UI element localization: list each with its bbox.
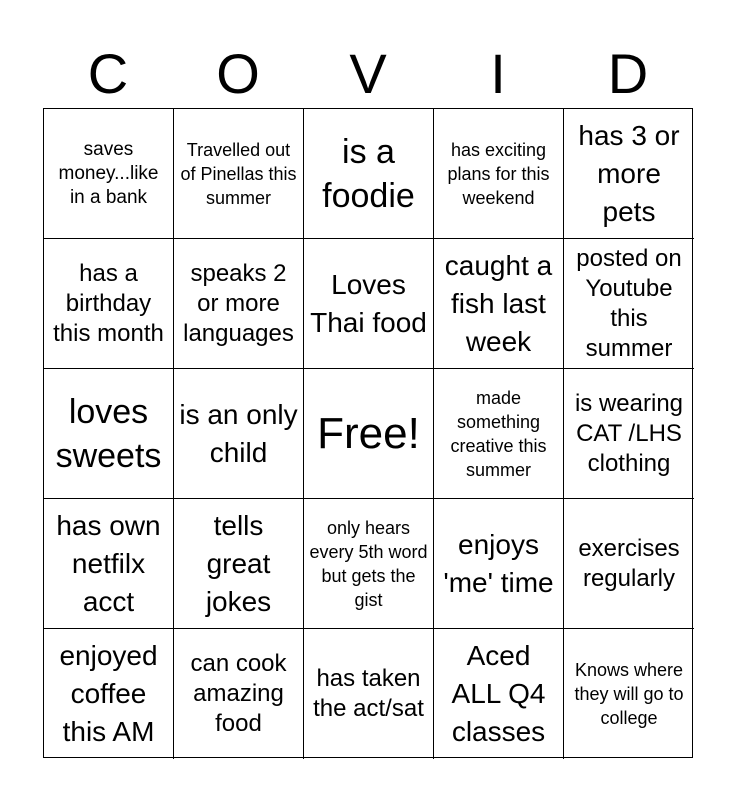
- free-space[interactable]: [304, 369, 434, 499]
- cell-text: exercises regularly: [578, 534, 680, 592]
- cell-text: made something creative this summer: [450, 387, 547, 480]
- cell-text: saves money...like in a bank: [58, 138, 159, 208]
- cell-text: Loves Thai food: [310, 268, 427, 338]
- cell-text: posted on Youtube this summer: [576, 244, 682, 362]
- cell-text: only hears every 5th word but gets the gist: [309, 517, 428, 610]
- cell-text: loves sweets: [55, 392, 162, 475]
- cell-text: is wearing CAT /LHS clothing: [574, 389, 684, 477]
- bingo-cell[interactable]: [44, 499, 174, 629]
- header-letter-v: V: [349, 42, 387, 105]
- bingo-cell[interactable]: [174, 499, 304, 629]
- cell-text: speaks 2 or more languages: [183, 259, 294, 347]
- cell-text: caught a fish last week: [444, 249, 553, 357]
- cell-text: enjoyed coffee this AM: [59, 640, 158, 747]
- bingo-cell[interactable]: [174, 109, 304, 239]
- bingo-cell[interactable]: [434, 369, 564, 499]
- cell-text: Knows where they will go to college: [574, 660, 684, 728]
- bingo-cell[interactable]: [304, 629, 434, 759]
- cell-text: is a foodie: [322, 132, 415, 215]
- cell-text: Travelled out of Pinellas this summer: [180, 139, 297, 208]
- header-letter-o: O: [216, 42, 260, 105]
- bingo-cell[interactable]: [174, 369, 304, 499]
- cell-text: is an only child: [179, 398, 298, 468]
- bingo-cell[interactable]: [434, 239, 564, 369]
- cell-text: has taken the act/sat: [313, 665, 424, 722]
- bingo-cell[interactable]: [304, 239, 434, 369]
- bingo-cell[interactable]: [564, 239, 694, 369]
- bingo-cell[interactable]: [174, 629, 304, 759]
- cell-text: can cook amazing food: [190, 650, 287, 737]
- bingo-cell[interactable]: [564, 629, 694, 759]
- cell-text: Aced ALL Q4 classes: [451, 640, 546, 747]
- bingo-cell[interactable]: [564, 369, 694, 499]
- bingo-cell[interactable]: [434, 499, 564, 629]
- bingo-cell[interactable]: [304, 109, 434, 239]
- bingo-cell[interactable]: [304, 499, 434, 629]
- bingo-cell[interactable]: [174, 239, 304, 369]
- bingo-cell[interactable]: [564, 499, 694, 629]
- cell-text: tells great jokes: [205, 509, 272, 617]
- header-letter-i: I: [490, 42, 506, 105]
- cell-text: has own netfilx acct: [56, 509, 161, 617]
- bingo-cell[interactable]: [44, 629, 174, 759]
- cell-text: has 3 or more pets: [578, 119, 680, 227]
- cell-text: has exciting plans for this weekend: [447, 139, 550, 208]
- header-letter-d: D: [607, 42, 649, 105]
- header-letter-c: C: [87, 42, 129, 105]
- bingo-cell[interactable]: [44, 109, 174, 239]
- cell-text: has a birthday this month: [53, 259, 164, 347]
- cell-text: enjoys 'me' time: [443, 528, 554, 598]
- bingo-cell[interactable]: [564, 109, 694, 239]
- bingo-cell[interactable]: [44, 239, 174, 369]
- bingo-cell[interactable]: [434, 109, 564, 239]
- cell-text: Free!: [317, 408, 420, 458]
- bingo-cell[interactable]: [44, 369, 174, 499]
- bingo-cell[interactable]: [434, 629, 564, 759]
- bingo-header: [43, 40, 693, 108]
- bingo-board: [43, 108, 693, 758]
